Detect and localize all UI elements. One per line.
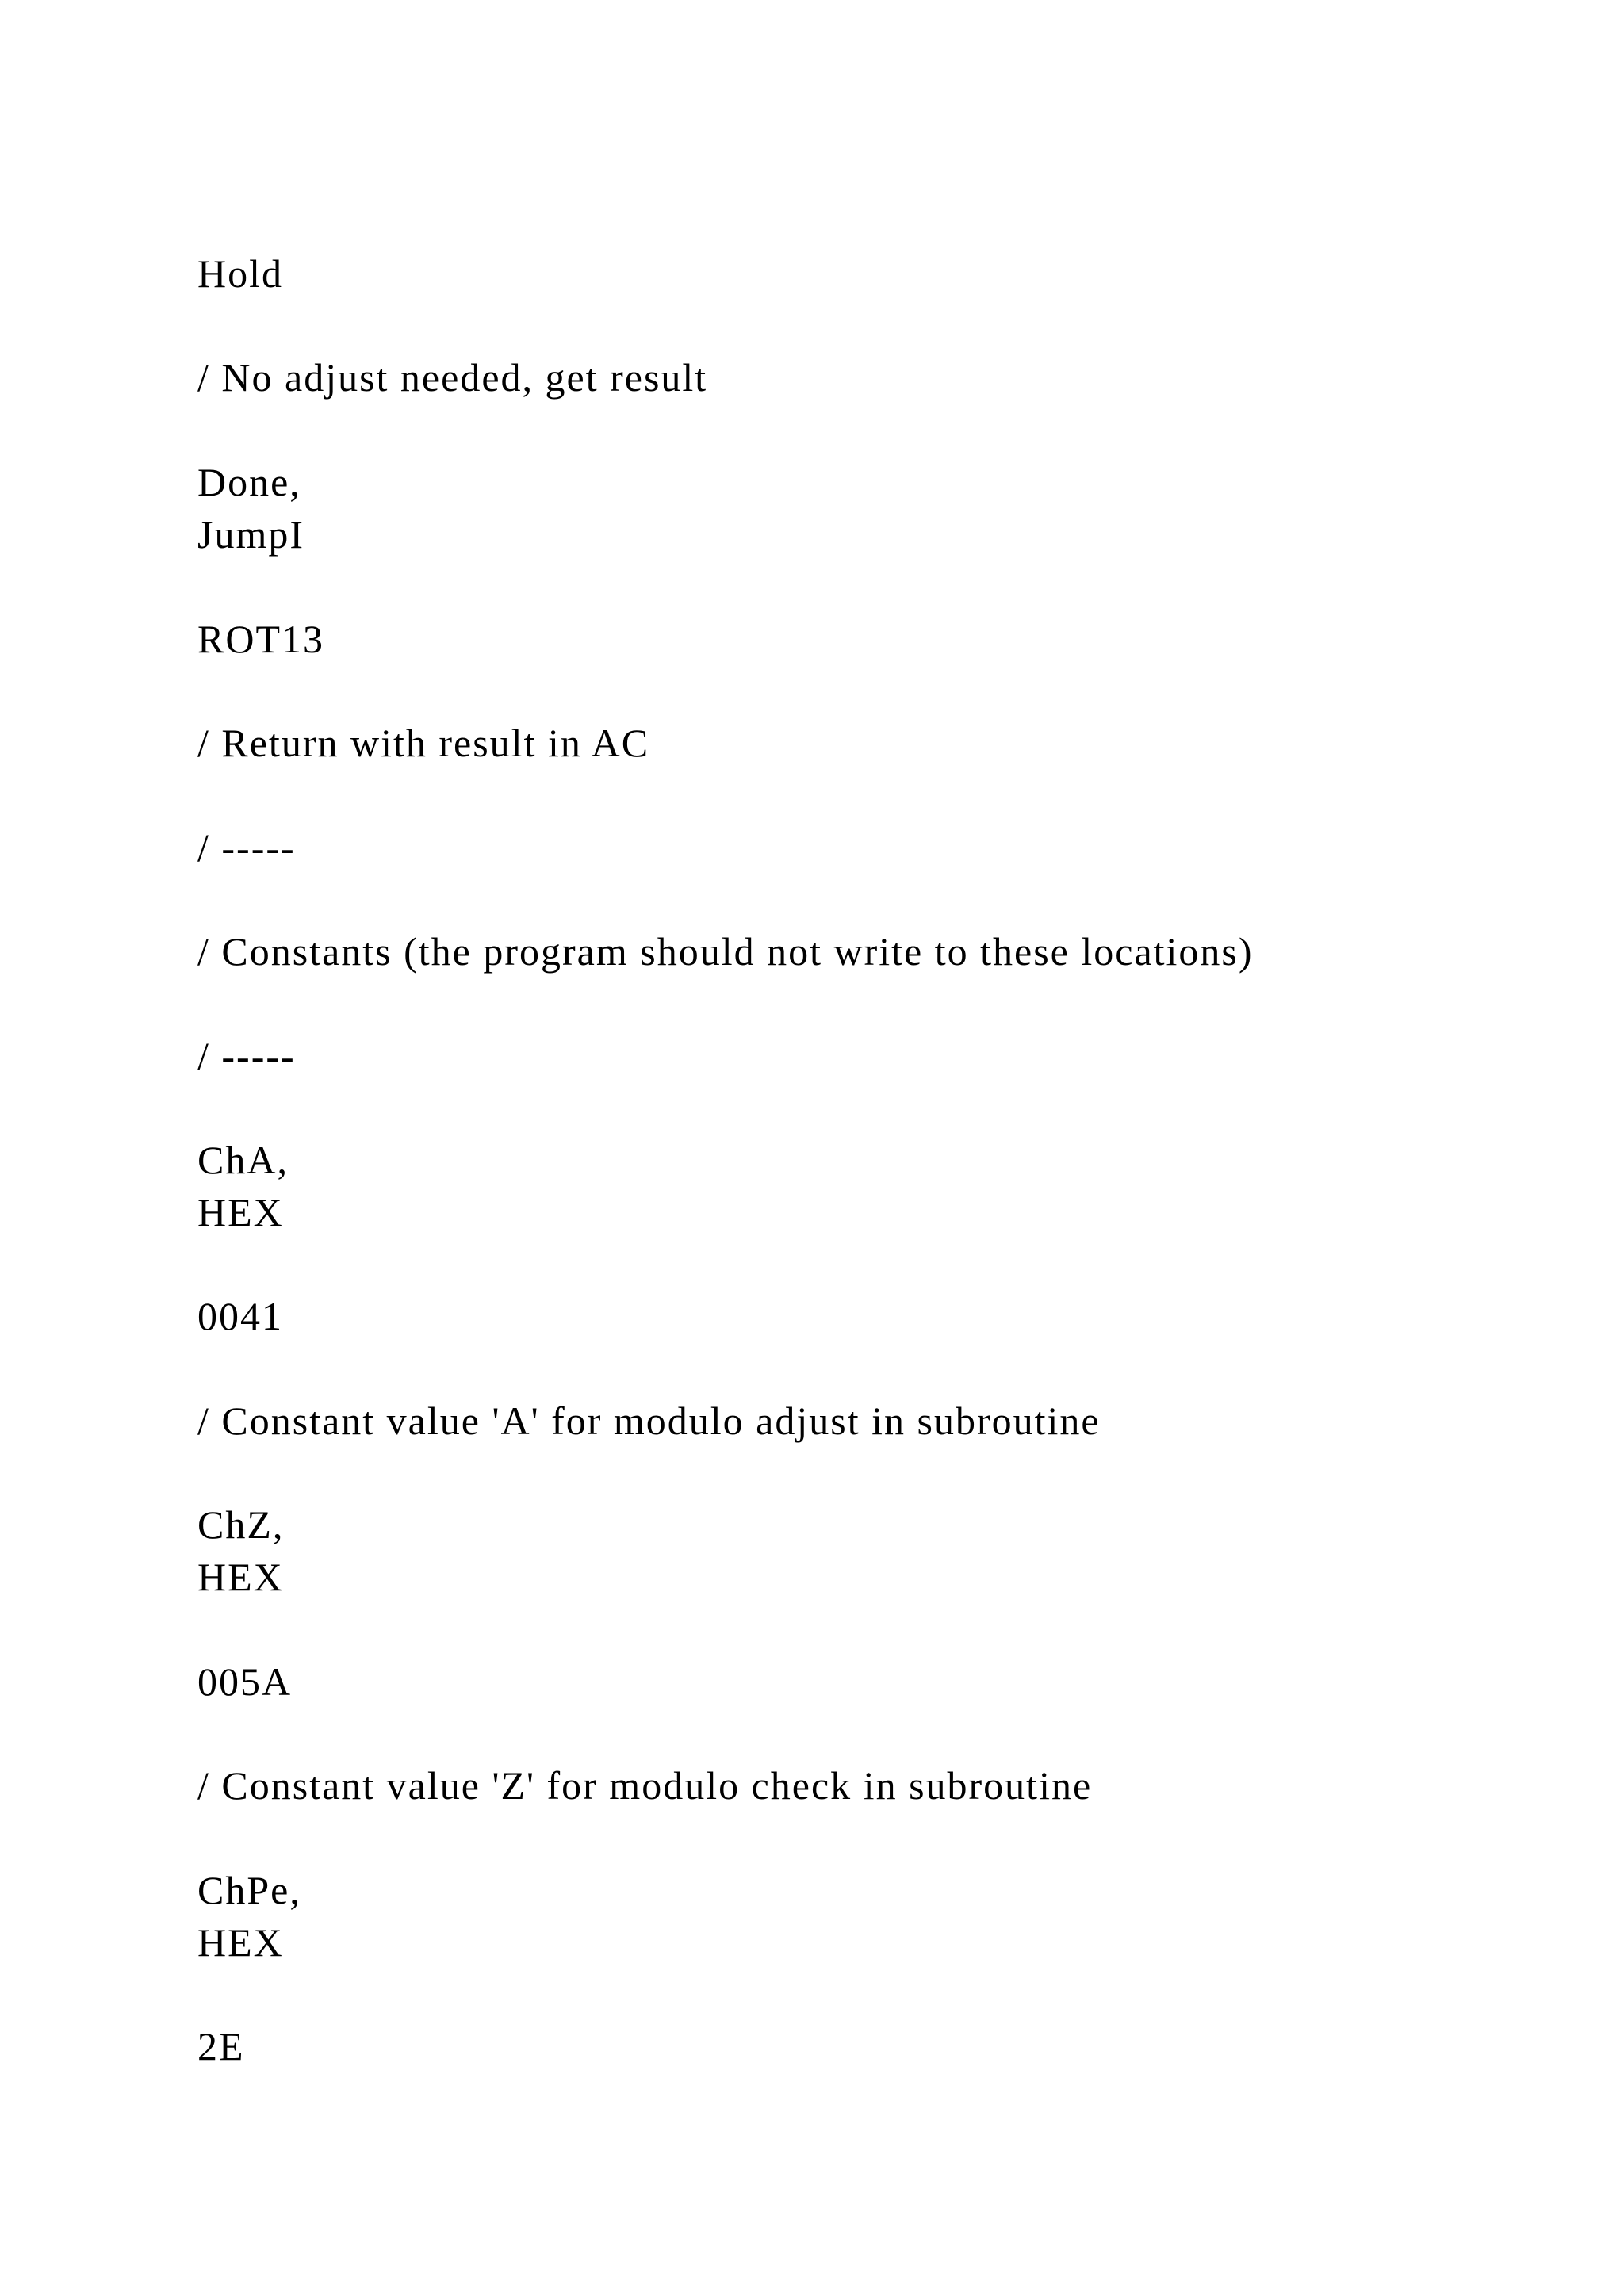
text-line: Hold bbox=[197, 251, 283, 296]
value-line: 0041 bbox=[197, 1294, 283, 1338]
comment-line: / Constant value 'A' for modulo adjust in subroutine bbox=[197, 1399, 1101, 1443]
comment-line: / No adjust needed, get result bbox=[197, 355, 708, 400]
operand-line: ROT13 bbox=[197, 617, 324, 661]
comment-line: / Constant value 'Z' for modulo check in subroutine bbox=[197, 1763, 1093, 1808]
label-line: ChZ, bbox=[197, 1502, 285, 1547]
label-line: ChPe, bbox=[197, 1868, 301, 1912]
directive-line: HEX bbox=[197, 1555, 284, 1599]
instruction-line: JumpI bbox=[197, 512, 304, 557]
comment-line: / Constants (the program should not write to these locations) bbox=[197, 929, 1254, 974]
directive-line: HEX bbox=[197, 1190, 284, 1234]
comment-line: / Return with result in AC bbox=[197, 721, 650, 765]
separator-line: / ----- bbox=[197, 1034, 296, 1078]
directive-line: HEX bbox=[197, 1920, 284, 1965]
label-line: Done, bbox=[197, 460, 301, 504]
value-line: 005A bbox=[197, 1659, 293, 1704]
label-line: ChA, bbox=[197, 1138, 289, 1182]
value-line: 2E bbox=[197, 2024, 245, 2068]
separator-line: / ----- bbox=[197, 825, 296, 870]
